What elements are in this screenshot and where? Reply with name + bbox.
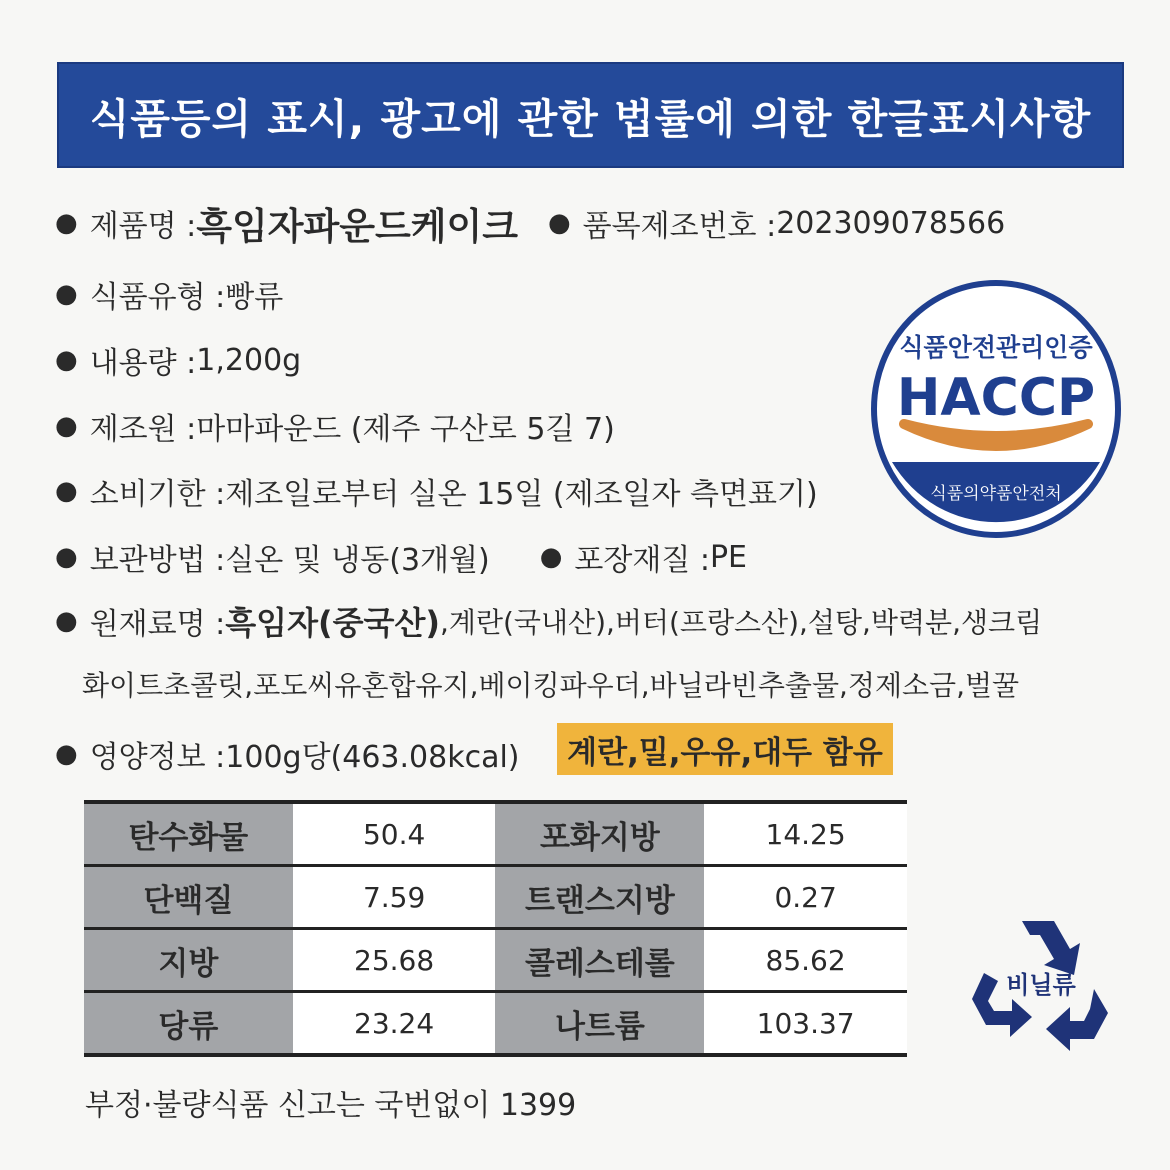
- bullet-icon: ●: [547, 208, 571, 238]
- ingredients-label: 원재료명 :: [89, 607, 226, 642]
- net-content-label: 내용량 :: [89, 346, 197, 381]
- nutrient-label: 콜레스테롤: [495, 929, 704, 992]
- haccp-seal: [870, 278, 1122, 540]
- expiry-label: 소비기한 :: [89, 477, 226, 512]
- title-banner: [57, 62, 1124, 168]
- table-row: [84, 802, 907, 866]
- nutrition-table: [84, 800, 907, 1057]
- bullet-icon: ●: [55, 345, 78, 375]
- bullet-icon: ●: [55, 411, 78, 441]
- food-type-value: 빵류: [225, 280, 284, 315]
- nutrient-label: 트랜스지방: [495, 866, 704, 929]
- nutrient-label: 나트륨: [495, 992, 704, 1056]
- bullet-icon: ●: [55, 476, 78, 506]
- report-hotline: 부정·불량식품 신고는 국번없이 1399: [85, 1088, 577, 1123]
- nutrient-label: 탄수화물: [84, 802, 293, 866]
- storage-value: 실온 및 냉동(3개월): [225, 543, 490, 578]
- nutrient-label: 지방: [84, 929, 293, 992]
- nutrition-label: 영양정보 :: [89, 740, 226, 775]
- nutrient-label: 당류: [84, 992, 293, 1056]
- haccp-mark-text: HACCP: [896, 368, 1096, 428]
- report-number-label: 품목제조번호 :: [582, 209, 777, 244]
- net-content-value: 1,200g: [196, 342, 302, 378]
- manufacturer-label: 제조원 :: [89, 412, 197, 447]
- title-text: 식품등의 표시, 광고에 관한 법률에 의한 한글표시사항: [89, 94, 1092, 143]
- nutrient-value: 103.37: [704, 992, 907, 1056]
- expiry-value: 제조일로부터 실온 15일 (제조일자 측면표기): [225, 477, 818, 512]
- manufacturer-row: [55, 404, 615, 448]
- allergen-text: 계란,밀,우유,대두 함유: [567, 734, 883, 771]
- nutrient-value: 0.27: [704, 866, 907, 929]
- manufacturer-value: 마마파운드 (제주 구산로 5길 7): [196, 412, 615, 447]
- table-row: [84, 866, 907, 929]
- ingredients-row: [55, 598, 1042, 644]
- table-row: [84, 992, 907, 1056]
- nutrition-value: 100g당(463.08kcal): [225, 740, 520, 775]
- bullet-icon: ●: [539, 542, 563, 572]
- nutrient-label: 포화지방: [495, 802, 704, 866]
- nutrient-value: 23.24: [293, 992, 496, 1056]
- recycle-label: 비닐류: [1006, 971, 1076, 999]
- packaging-value: PE: [709, 539, 748, 575]
- nutrient-value: 50.4: [293, 802, 496, 866]
- nutrition-row: [55, 732, 520, 776]
- product-name-value: 흑임자파운드케이크: [196, 205, 518, 248]
- expiry-row: [55, 469, 818, 513]
- ingredients-line2: 화이트초콜릿,포도씨유혼합유지,베이킹파우더,바닐라빈추출물,정제소금,벌꿀: [82, 669, 1020, 702]
- nutrient-value: 85.62: [704, 929, 907, 992]
- allergen-badge: [557, 723, 893, 775]
- nutrient-value: 14.25: [704, 802, 907, 866]
- bullet-icon: ●: [55, 279, 78, 309]
- product-name-row: [55, 196, 1005, 250]
- haccp-bottom-text: 식품의약품안전처: [930, 484, 1062, 504]
- food-type-label: 식품유형 :: [89, 280, 226, 315]
- ingredients-line2-row: [82, 664, 1019, 704]
- bullet-icon: ●: [55, 208, 78, 238]
- nutrient-label: 단백질: [84, 866, 293, 929]
- bullet-icon: ●: [55, 739, 78, 769]
- bullet-icon: ●: [55, 542, 78, 572]
- nutrient-value: 25.68: [293, 929, 496, 992]
- nutrient-value: 7.59: [293, 866, 496, 929]
- bullet-icon: ●: [55, 606, 78, 636]
- storage-row: [55, 535, 747, 579]
- recycle-vinyl-icon: [966, 913, 1112, 1059]
- haccp-top-text: 식품안전관리인증: [899, 333, 1093, 362]
- net-content-row: [55, 338, 301, 382]
- product-name-label: 제품명 :: [89, 209, 197, 244]
- report-number-value: 202309078566: [776, 205, 1006, 241]
- food-type-row: [55, 272, 283, 316]
- ingredients-line1: ,계란(국내산),버터(프랑스산),설탕,박력분,생크림: [440, 606, 1043, 639]
- ingredients-highlight: 흑임자(중국산): [225, 604, 440, 642]
- table-row: [84, 929, 907, 992]
- storage-label: 보관방법 :: [89, 543, 226, 578]
- packaging-label: 포장재질 :: [574, 543, 710, 578]
